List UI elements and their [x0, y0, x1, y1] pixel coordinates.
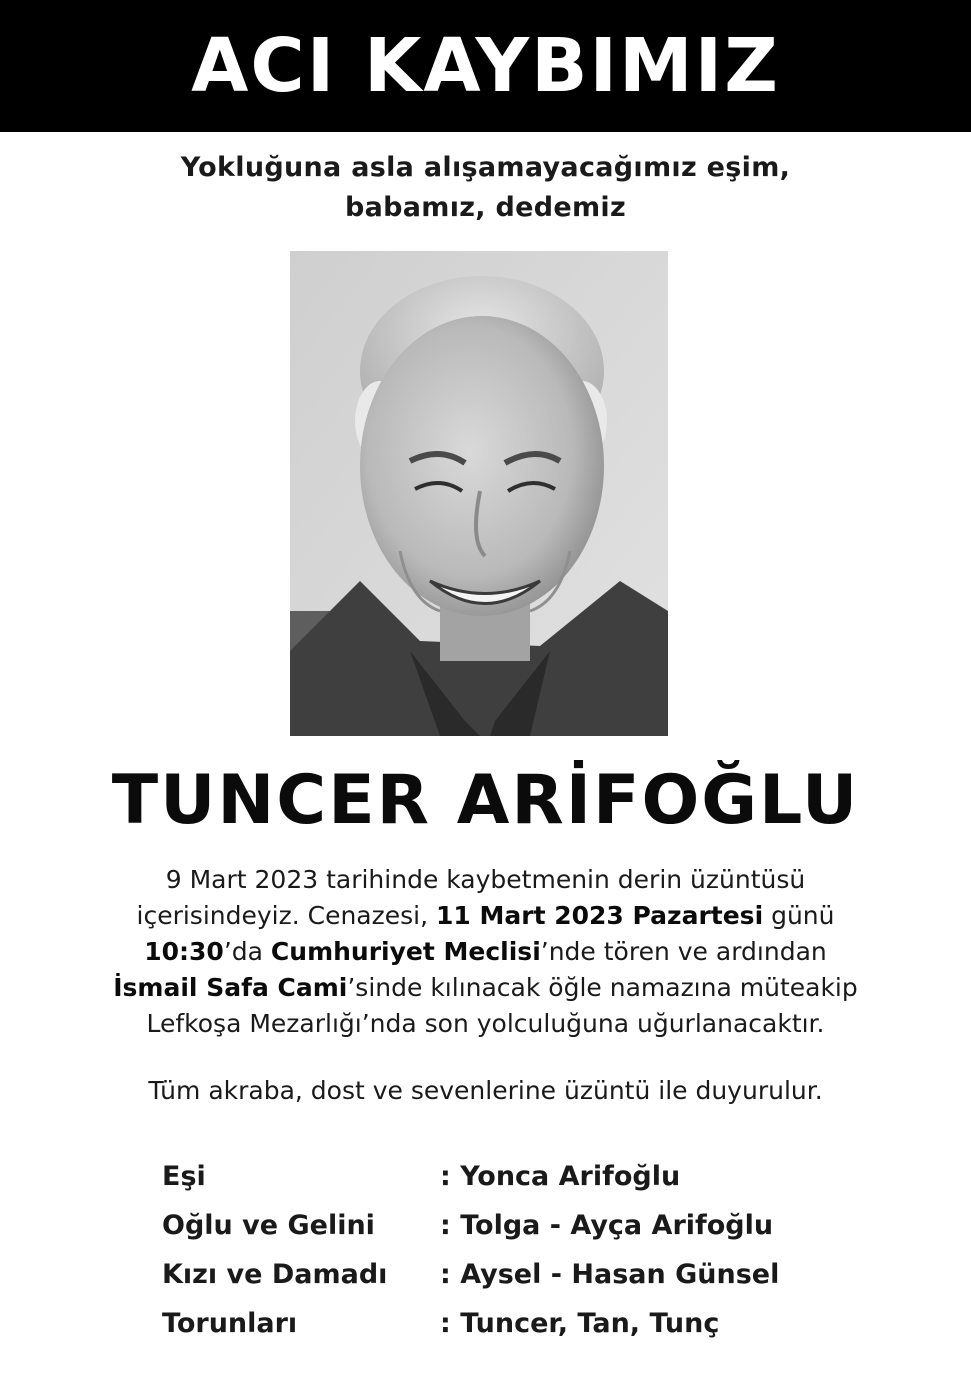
family-value: : Aysel - Hasan Günsel	[440, 1259, 780, 1290]
family-row	[162, 1299, 922, 1348]
subtitle-line-2: babamız, dedemiz	[344, 192, 627, 223]
family-row	[162, 1250, 922, 1299]
announcement-line-1: 9 Mart 2023 tarihinde kaybetmenin derin üzüntüsü	[165, 865, 806, 894]
family-value: : Tuncer, Tan, Tunç	[440, 1308, 720, 1339]
header-banner	[0, 0, 971, 132]
family-label: Torunları	[162, 1308, 298, 1339]
announcement-line-2: içerisindeyiz. Cenazesi, 11 Mart 2023 Pazartesi günü	[136, 901, 835, 930]
family-value: : Yonca Arifoğlu	[440, 1161, 681, 1192]
subtitle-line-1: Yokluğuna asla alışamayacağımız eşim,	[180, 152, 791, 183]
closing-text: Tüm akraba, dost ve sevenlerine üzüntü ile duyurulur.	[148, 1076, 823, 1105]
family-row	[162, 1201, 922, 1250]
funeral-time: 10:30	[144, 937, 224, 966]
announcement-line-4: İsmail Safa Cami’sinde kılınacak öğle namazına müteakip	[113, 973, 858, 1002]
family-list	[162, 1152, 922, 1348]
funeral-date: 11 Mart 2023 Pazartesi	[436, 901, 764, 930]
family-label: Oğlu ve Gelini	[162, 1210, 375, 1241]
banner-title: ACI KAYBIMIZ	[191, 23, 780, 109]
mosque-name: İsmail Safa Cami	[113, 973, 348, 1002]
family-label: Eşi	[162, 1161, 206, 1192]
subtitle	[0, 148, 971, 228]
announcement-line-5: Lefkoşa Mezarlığı’nda son yolculuğuna uğurlanacaktır.	[146, 1009, 825, 1038]
announcement-line-3: 10:30’da Cumhuriyet Meclisi’nde tören ve ardından	[144, 937, 827, 966]
family-value: : Tolga - Ayça Arifoğlu	[440, 1210, 774, 1241]
deceased-name: TUNCER ARİFOĞLU	[111, 761, 860, 840]
family-row	[162, 1152, 922, 1201]
portrait-photo	[290, 251, 668, 736]
family-label: Kızı ve Damadı	[162, 1259, 388, 1290]
portrait-illustration	[290, 251, 668, 736]
ceremony-venue: Cumhuriyet Meclisi	[270, 937, 541, 966]
announcement-text	[0, 862, 971, 1042]
